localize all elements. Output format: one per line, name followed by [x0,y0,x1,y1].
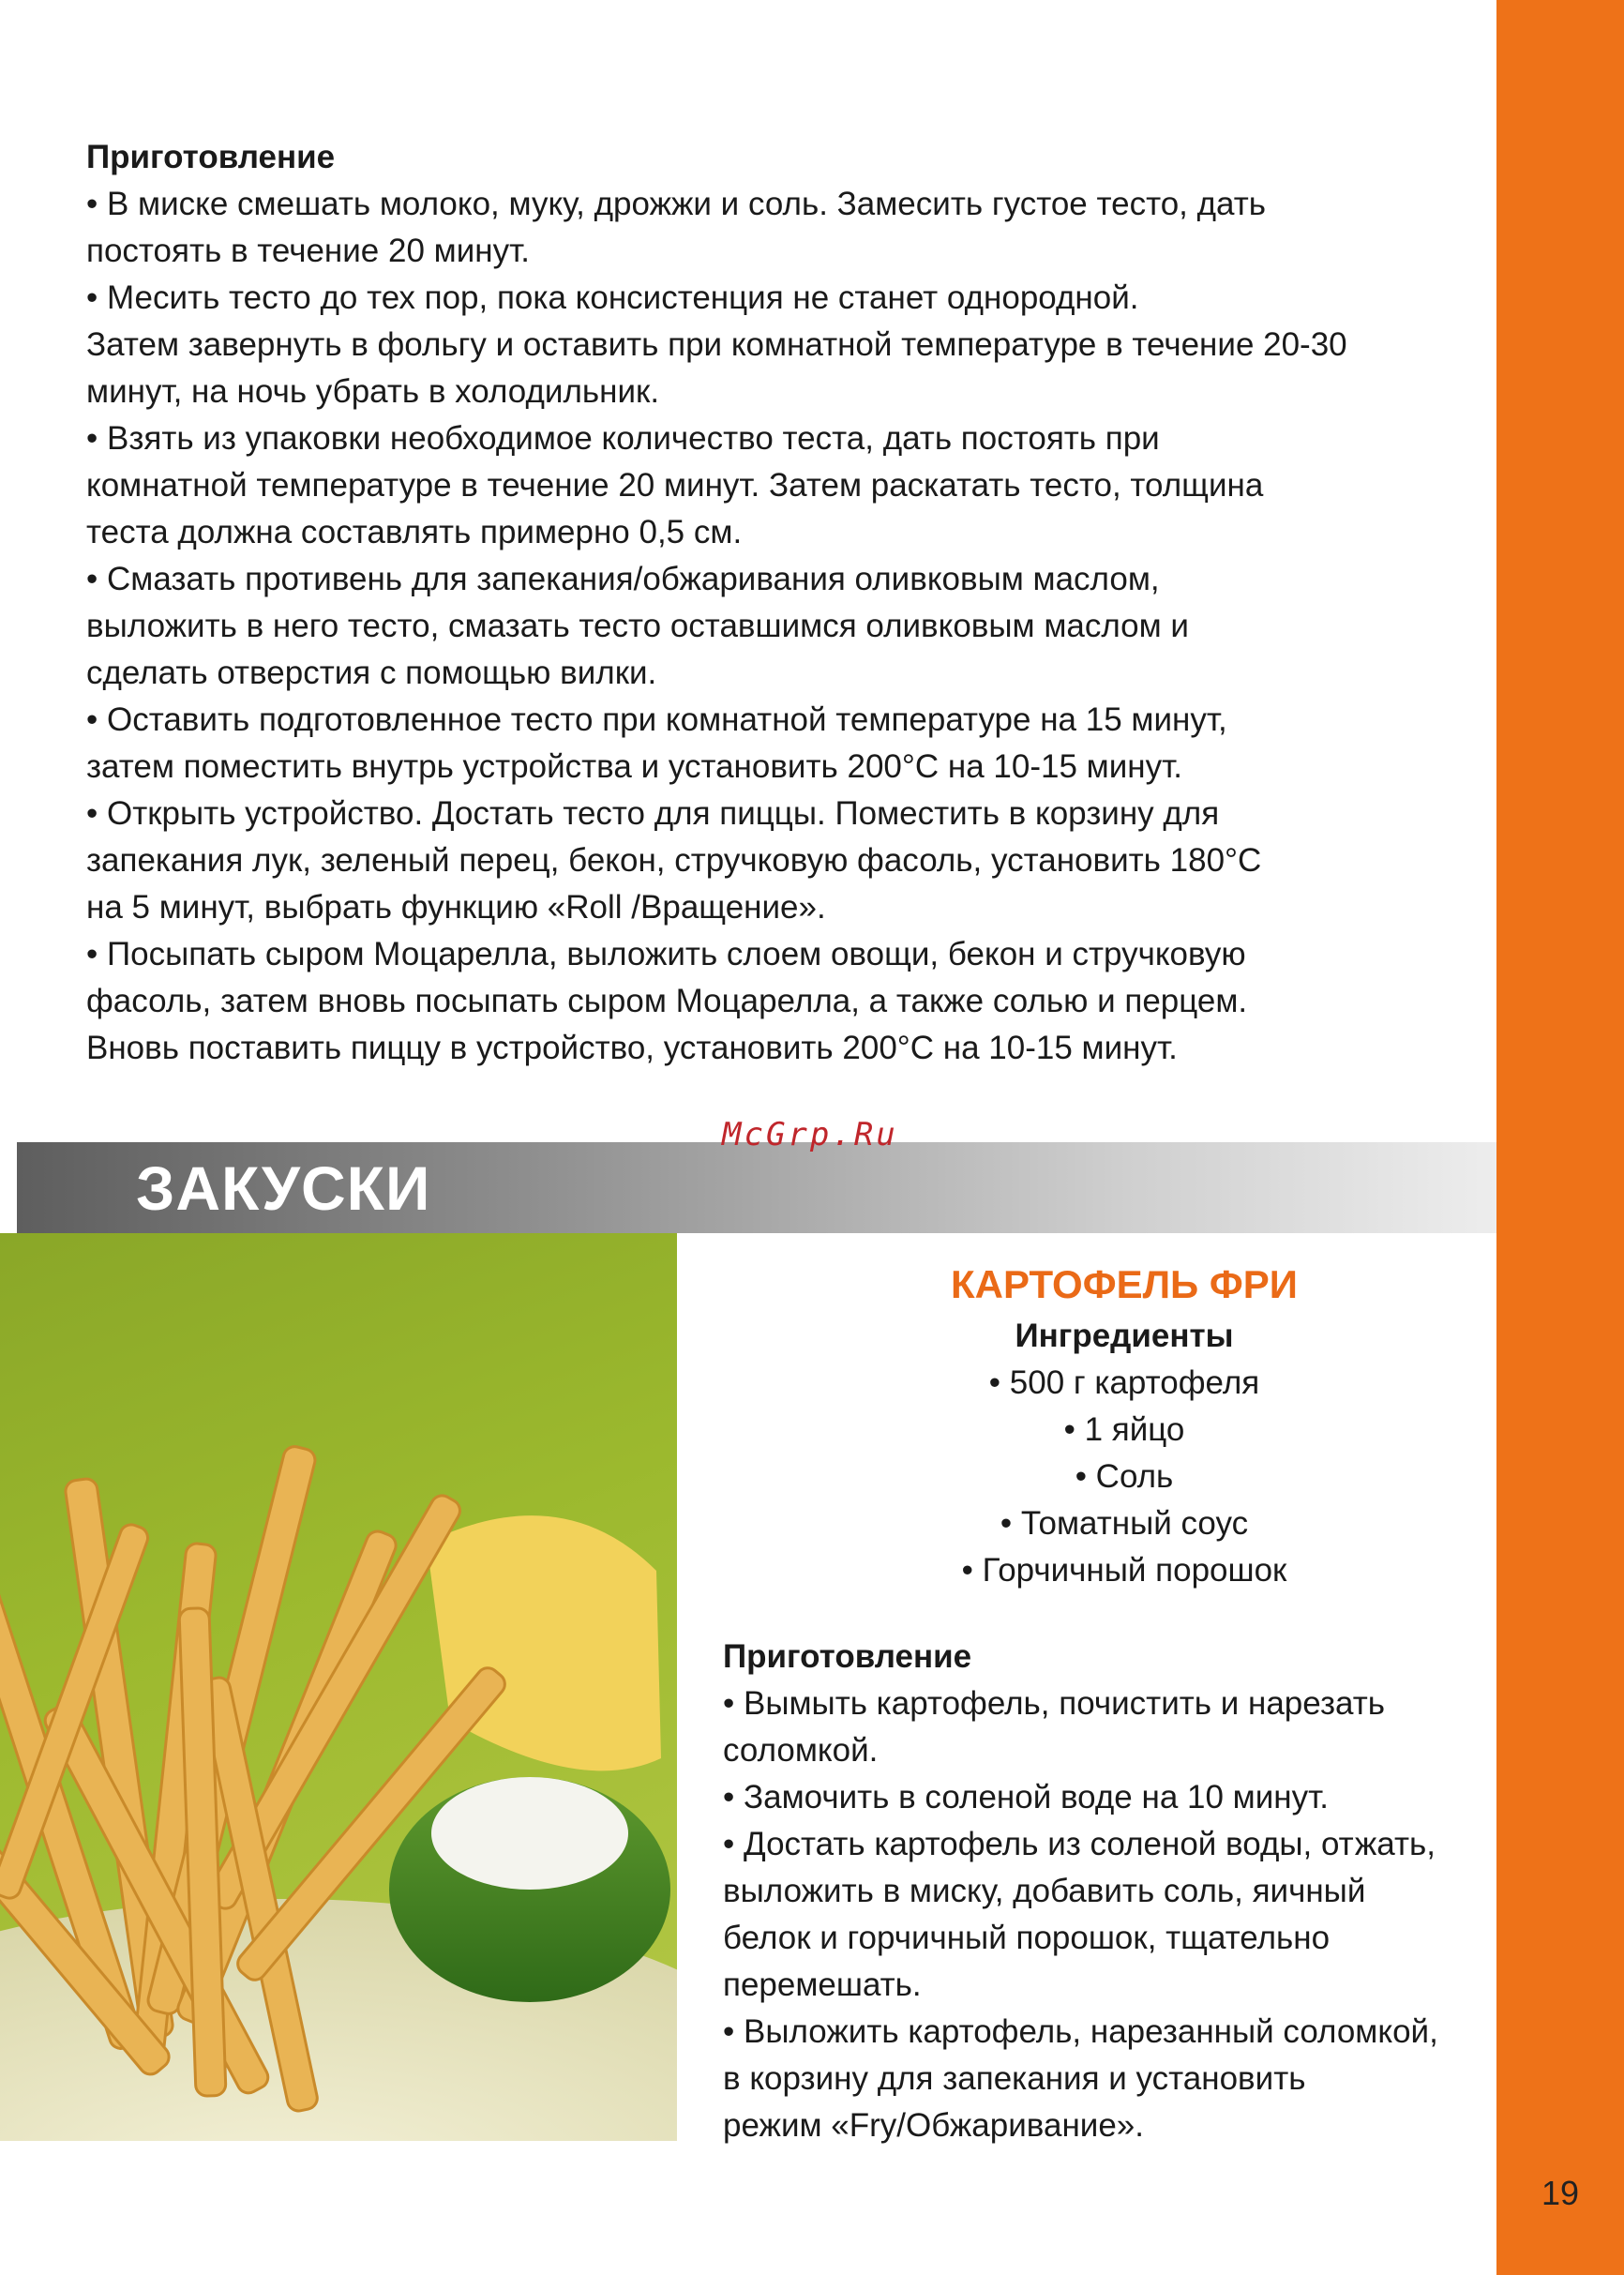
recipe-preparation-heading: Приготовление [723,1638,972,1675]
preparation-step: • Взять из упаковки необходимое количество теста, дать постоять при комнатной температуре в течение 20 минут. Затем раскатать тесто, толщина теста должна составлять примерно 0,5 см. [86,420,1264,550]
preparation-step: • В миске смешать молоко, муку, дрожжи и соль. Замесить густое тесто, дать постоять в течение 20 минут. [86,186,1267,269]
preparation-step: • Оставить подготовленное тесто при комнатной температуре на 15 минут, затем поместить внутрь устройства и установить 200°С на 10-15 минут. [86,701,1227,785]
preparation-heading: Приготовление [86,139,336,175]
section-title: ЗАКУСКИ [136,1153,431,1223]
preparation-steps [86,181,1483,1072]
ingredient-item: • Горчичный порошок [961,1552,1287,1589]
french-fries-recipe [696,1257,1496,1594]
french-fries-photo [0,1233,677,2141]
recipe-step: • Вымыть картофель, почистить и нарезать соломкой. [723,1685,1385,1769]
ingredients-heading: Ингредиенты [1015,1318,1234,1354]
pizza-preparation-section [86,134,1483,1072]
recipe-title: КАРТОФЕЛЬ ФРИ [951,1262,1298,1306]
orange-side-bar [1496,0,1624,2275]
ingredient-item: • 1 яйцо [1063,1411,1185,1448]
preparation-step: • Открыть устройство. Достать тесто для пиццы. Поместить в корзину для запекания лук, зеленый перец, бекон, стручковую фасоль, установить 180°С на 5 минут, выбрать функцию «Roll /Вращение». [86,795,1262,926]
recipe-preparation-steps [723,1680,1501,2149]
ingredients-list [696,1360,1496,1594]
white-sauce [431,1777,628,1890]
watermark: McGrp.Ru [722,1116,898,1153]
ingredient-item: • Томатный соус [1000,1505,1249,1542]
page-number: 19 [1541,2174,1580,2212]
recipe-step: • Замочить в соленой воде на 10 минут. [723,1779,1329,1815]
ingredient-item: • 500 г картофеля [988,1364,1260,1401]
preparation-step: • Месить тесто до тех пор, пока консистенция не станет однородной. Затем завернуть в фольгу и оставить при комнатной температуре в течение 20-30 минут, на ночь убрать в холодильник. [86,279,1347,410]
preparation-step: • Смазать противень для запекания/обжаривания оливковым маслом, выложить в него тесто, смазать тесто оставшимся оливковым маслом и сделать отверстия с помощью вилки. [86,561,1189,691]
recipe-preparation [723,1634,1501,2149]
french-fries-illustration [0,1233,677,2141]
recipe-step: • Выложить картофель, нарезанный соломкой, в корзину для запекания и установить режим «Fry/Обжаривание». [723,2013,1438,2144]
preparation-step: • Посыпать сыром Моцарелла, выложить слоем овощи, бекон и стручковую фасоль, затем вновь посыпать сыром Моцарелла, а также солью и перцем. Вновь поставить пиццу в устройство, установить 200°С на 10-15 минут. [86,936,1248,1066]
ingredient-item: • Соль [1075,1458,1174,1495]
recipe-step: • Достать картофель из соленой воды, отжать, выложить в миску, добавить соль, яичный белок и горчичный порошок, тщательно перемешать. [723,1826,1436,2003]
section-banner [17,1142,1496,1233]
